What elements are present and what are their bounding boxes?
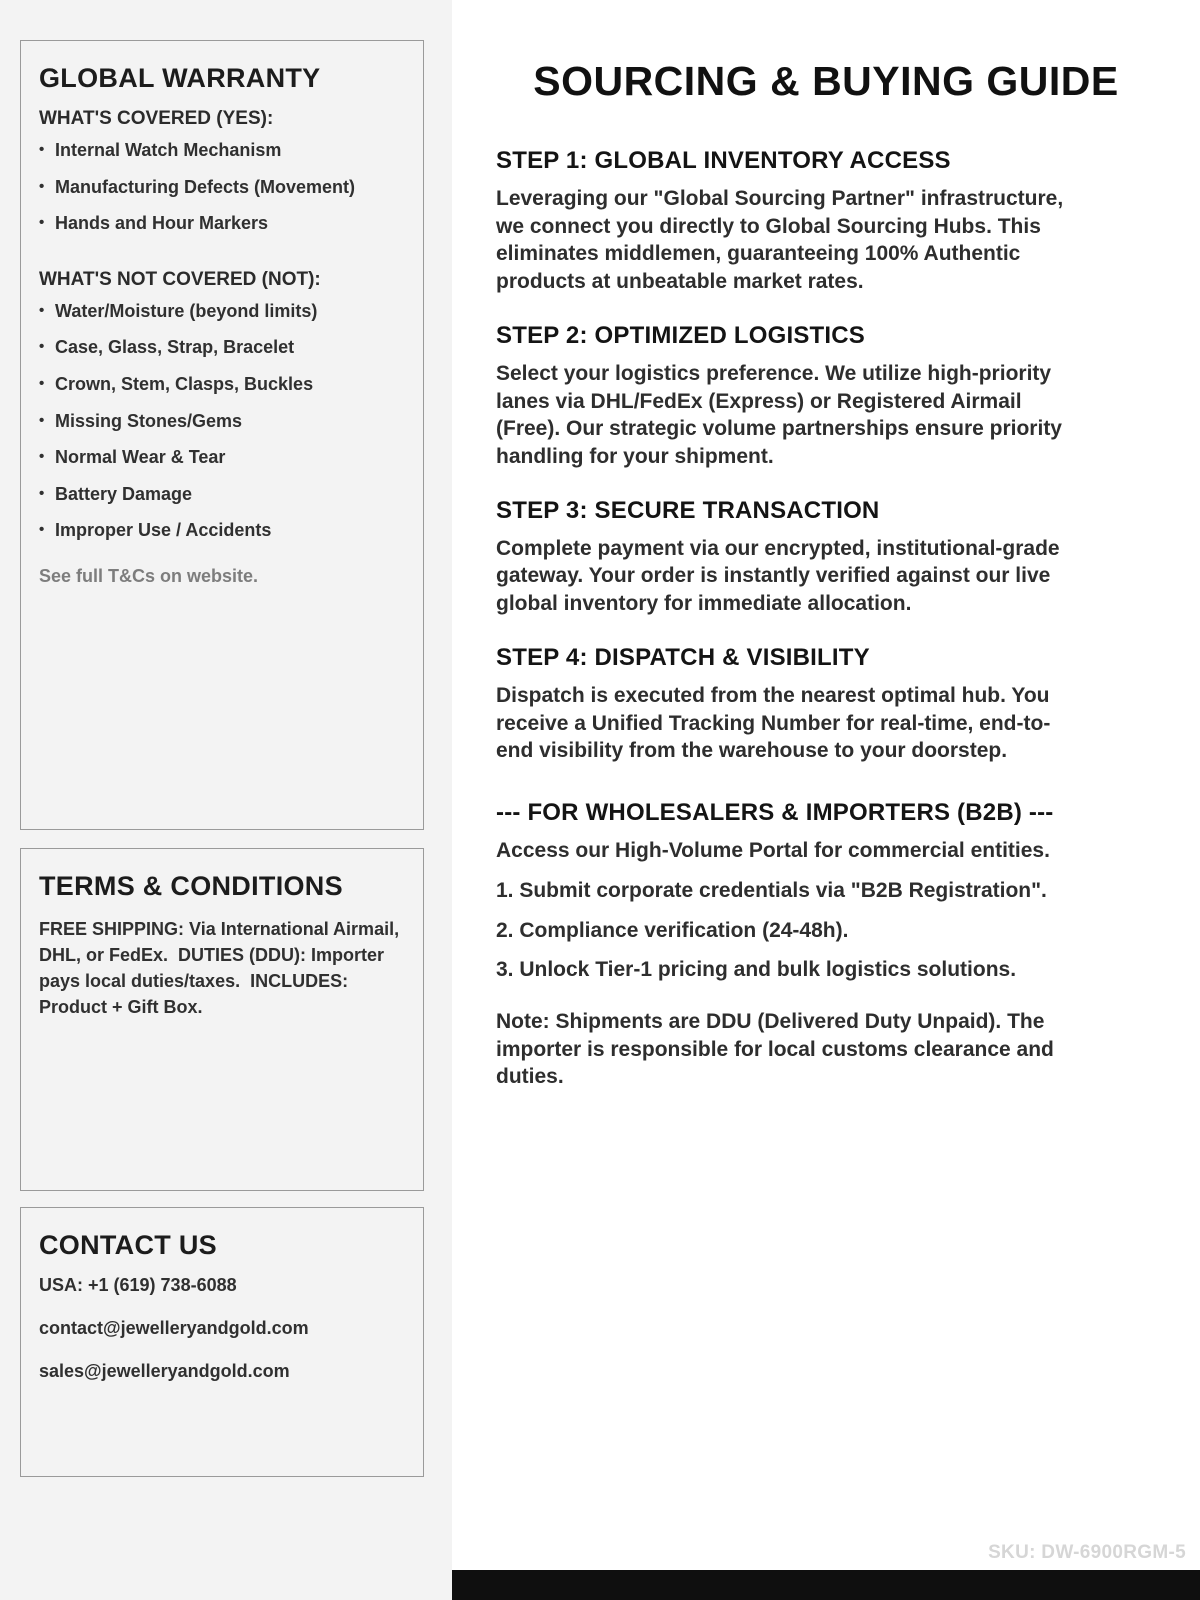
list-item: • Improper Use / Accidents [39, 520, 403, 542]
b2b-heading: --- FOR WHOLESALERS & IMPORTERS (B2B) --- [496, 799, 1054, 827]
covered-title: WHAT'S COVERED (YES): [39, 108, 274, 129]
terms-title: TERMS & CONDITIONS [39, 871, 343, 901]
step-4-section [496, 644, 1156, 765]
sku-label: SKU: DW-6900RGM-5 [988, 1542, 1186, 1563]
list-item: • Normal Wear & Tear [39, 447, 403, 469]
not-covered-list [39, 301, 403, 542]
list-item: • Case, Glass, Strap, Bracelet [39, 337, 403, 359]
warranty-footnote: See full T&Cs on website. [39, 565, 259, 586]
b2b-step-1: 1. Submit corporate credentials via "B2B Registration". [496, 878, 1047, 902]
list-item: • Water/Moisture (beyond limits) [39, 301, 403, 323]
contact-box [20, 1207, 424, 1477]
list-item: • Missing Stones/Gems [39, 411, 403, 433]
list-item: • Manufacturing Defects (Movement) [39, 177, 403, 199]
not-covered-title: WHAT'S NOT COVERED (NOT): [39, 268, 321, 290]
contact-title: CONTACT US [39, 1230, 217, 1260]
b2b-section [496, 799, 1156, 1091]
global-warranty-box [20, 40, 424, 830]
list-item: • Crown, Stem, Clasps, Buckles [39, 374, 403, 396]
terms-body: FREE SHIPPING: Via International Airmail, DHL, or FedEx. DUTIES (DDU): Importer pays local duties/taxes. INCLUDES: Product + Gift Box. [39, 919, 405, 1018]
warranty-title: GLOBAL WARRANTY [39, 63, 321, 93]
step-1-heading: STEP 1: GLOBAL INVENTORY ACCESS [496, 147, 951, 174]
footer-bar [452, 1570, 1200, 1600]
step-2-heading: STEP 2: OPTIMIZED LOGISTICS [496, 321, 865, 349]
main-content [452, 0, 1200, 1600]
step-2-section [496, 322, 1156, 471]
step-1-section [496, 147, 1156, 296]
step-4-heading: STEP 4: DISPATCH & VISIBILITY [496, 643, 870, 671]
list-item: • Internal Watch Mechanism [39, 140, 403, 162]
sidebar [0, 0, 452, 1600]
b2b-step-2: 2. Compliance verification (24-48h). [496, 918, 849, 942]
list-item: • Battery Damage [39, 484, 403, 506]
b2b-step-3: 3. Unlock Tier-1 pricing and bulk logistics solutions. [496, 958, 1017, 982]
step-2-paragraph: Select your logistics preference. We utilize high-priority lanes via DHL/FedEx (Express) or Registered Airmail (Free). Our strategic volume partnerships ensure priority handling for your shipment. [496, 361, 1062, 469]
page-title: SOURCING & BUYING GUIDE [533, 58, 1119, 104]
b2b-note: Note: Shipments are DDU (Delivered Duty Unpaid). The importer is responsible for local customs clearance and duties. [496, 1009, 1054, 1089]
list-item: • Hands and Hour Markers [39, 213, 403, 235]
step-4-paragraph: Dispatch is executed from the nearest optimal hub. You receive a Unified Tracking Number for real-time, end-to-end visibility from the warehouse to your doorstep. [496, 683, 1051, 763]
step-3-section [496, 497, 1156, 618]
contact-phone: USA: +1 (619) 738-6088 [39, 1275, 237, 1295]
sales-email: sales@jewelleryandgold.com [39, 1361, 290, 1381]
step-3-heading: STEP 3: SECURE TRANSACTION [496, 496, 880, 524]
covered-list [39, 140, 403, 235]
terms-box [20, 848, 424, 1191]
step-1-paragraph: Leveraging our "Global Sourcing Partner" infrastructure, we connect you directly to Global Sourcing Hubs. This eliminates middlemen, guaranteeing 100% Authentic products at unbeatable market rates. [496, 187, 1064, 294]
contact-email: contact@jewelleryandgold.com [39, 1318, 309, 1338]
b2b-intro: Access our High-Volume Portal for commercial entities. [496, 839, 1050, 863]
step-3-paragraph: Complete payment via our encrypted, institutional-grade gateway. Your order is instantly verified against our live global inventory for immediate allocation. [496, 536, 1060, 616]
